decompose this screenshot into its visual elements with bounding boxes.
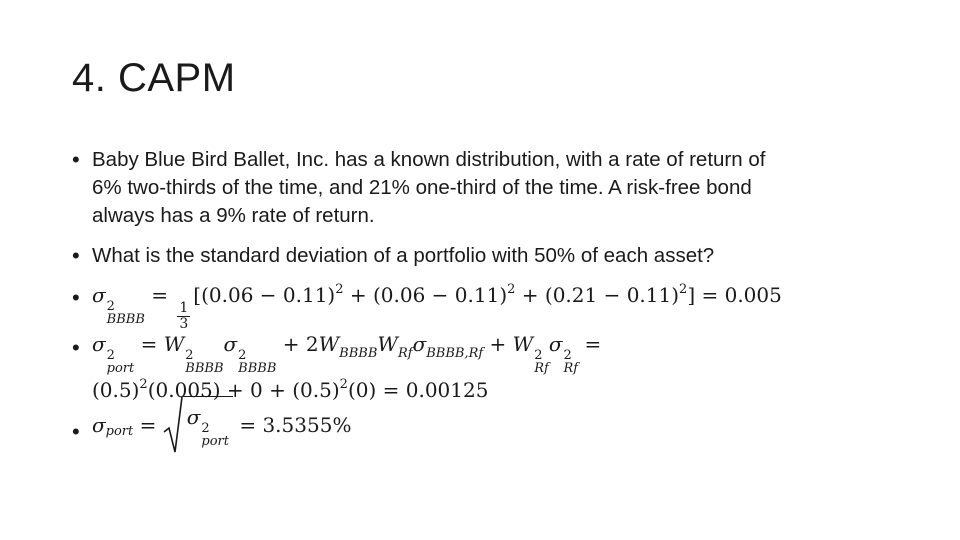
bullet-question: What is the standard deviation of a portfolio with 50% of each asset? xyxy=(92,244,715,267)
bullet-marker: • xyxy=(72,335,80,360)
bullet-marker: • xyxy=(72,285,80,310)
square-root: σ 2 port xyxy=(163,396,233,454)
bullet-marker: • xyxy=(72,147,80,172)
problem-line-2: 6% two-thirds of the time, and 21% one-third of the time. A risk-free bond xyxy=(92,176,752,199)
equation-line-1: σ 2 port = W 2 BBBB σ 2 BBBB + $2W_{BBBB}W_{Rf}\sigma_{BBBB,Rf} + W$ 2 Rf σ 2 Rf = xyxy=(92,332,602,376)
equation-portfolio-stdev: $\sigma_{port}$ = σ 2 port = 3.5355% xyxy=(92,396,890,454)
fraction-one-third: $\frac{1}{3}$ xyxy=(179,300,189,332)
equation-portfolio-variance xyxy=(92,332,890,402)
radical-sign-icon xyxy=(163,396,183,454)
problem-line-3: always has a 9% rate of return. xyxy=(92,204,375,227)
slide-title: 4. CAPM xyxy=(72,56,236,100)
bullet-problem-statement xyxy=(92,146,890,230)
bullet-marker: • xyxy=(72,243,80,268)
equation-variance-bbbb: σ 2 BBBB = $\frac{1}{3}$ $[(0.06 - 0.11)^2 + (0.06 - 0.11)^2 + (0.21 - 0.11)^2] = 0.005$ xyxy=(92,282,782,332)
problem-line-1: Baby Blue Bird Ballet, Inc. has a known distribution, with a rate of return of xyxy=(92,148,766,171)
bullet-marker: • xyxy=(72,419,80,444)
equation-line-2: $(0.5)^2(0.005) + 0 + (0.5)^2(0) = 0.00125$ xyxy=(92,377,489,402)
